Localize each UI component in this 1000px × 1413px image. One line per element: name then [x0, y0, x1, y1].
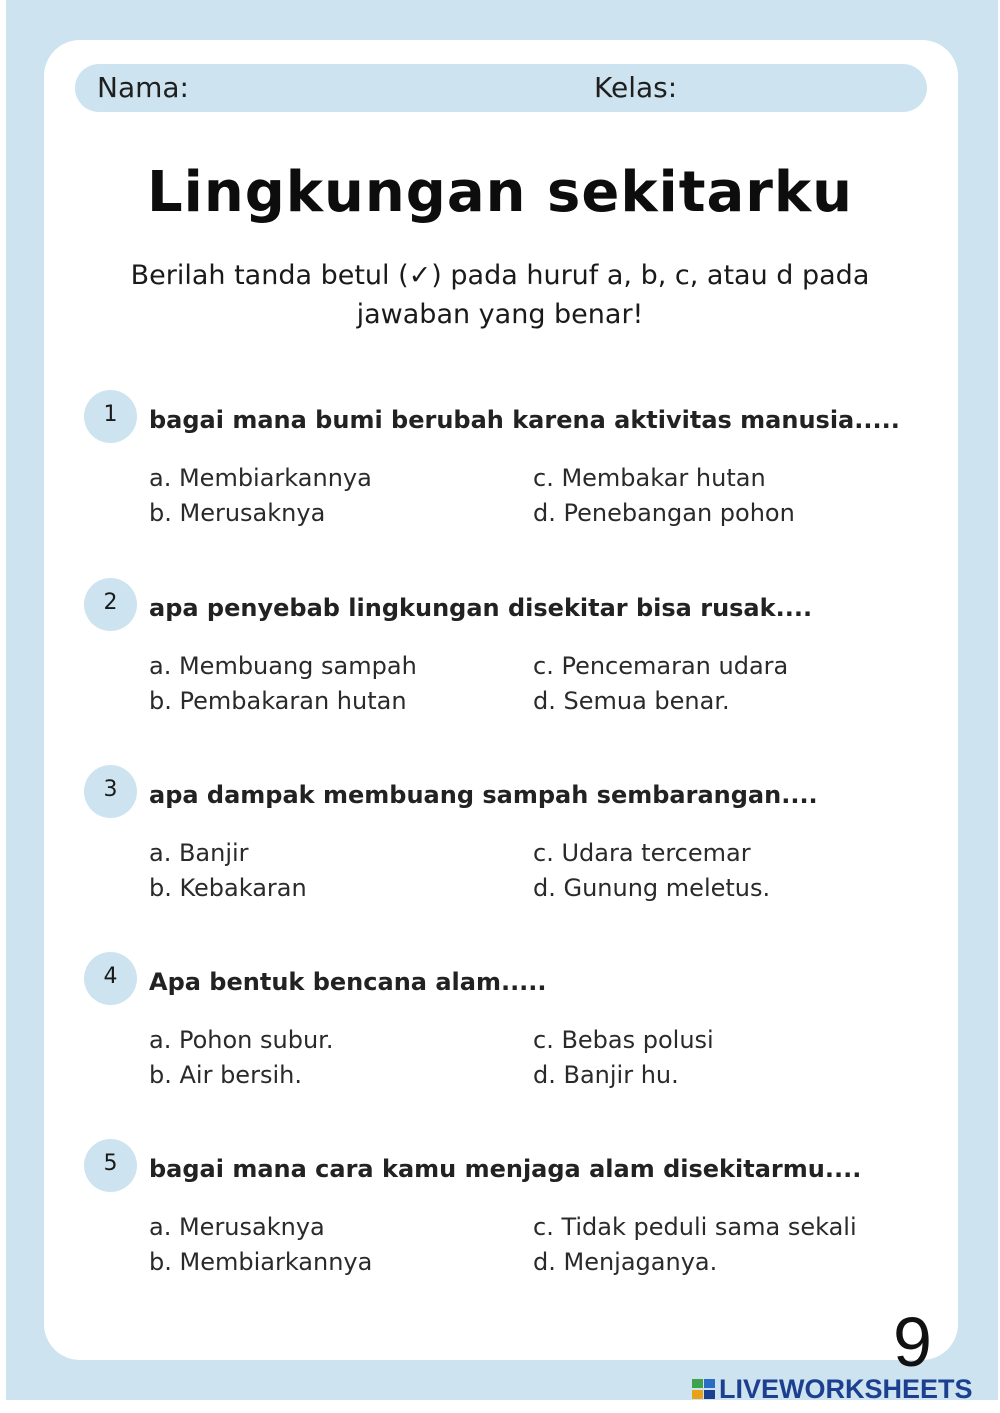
- liveworksheets-brand[interactable]: [692, 1374, 973, 1404]
- instruction-line-1: Berilah tanda betul (✓) pada huruf a, b, c, atau d pada: [130, 260, 870, 291]
- option-d[interactable]: d. Menjaganya.: [533, 1248, 718, 1276]
- option-a[interactable]: a. Merusaknya: [149, 1213, 325, 1241]
- liveworksheets-logo-icon: [692, 1377, 716, 1401]
- option-c[interactable]: c. Tidak peduli sama sekali: [533, 1213, 857, 1241]
- question-number-badge: 4: [84, 952, 137, 1005]
- option-c[interactable]: c. Bebas polusi: [533, 1026, 714, 1054]
- question-2: [84, 578, 944, 728]
- question-3: [84, 765, 944, 915]
- student-info-bar: [75, 64, 927, 112]
- option-d[interactable]: d. Gunung meletus.: [533, 874, 771, 902]
- question-text: bagai mana bumi berubah karena aktivitas manusia.....: [149, 406, 900, 434]
- option-d[interactable]: d. Penebangan pohon: [533, 499, 795, 527]
- page-number: 9: [893, 1303, 932, 1381]
- worksheet-title: Lingkungan sekitarku: [146, 160, 854, 225]
- option-a[interactable]: a. Pohon subur.: [149, 1026, 334, 1054]
- question-1: [84, 390, 944, 540]
- option-c[interactable]: c. Pencemaran udara: [533, 652, 789, 680]
- question-text: bagai mana cara kamu menjaga alam disekitarmu....: [149, 1155, 862, 1183]
- question-number-badge: 3: [84, 765, 137, 818]
- option-b[interactable]: b. Kebakaran: [149, 874, 307, 902]
- option-d[interactable]: d. Banjir hu.: [533, 1061, 679, 1089]
- question-number-badge: 2: [84, 578, 137, 631]
- question-text: Apa bentuk bencana alam.....: [149, 968, 547, 996]
- option-c[interactable]: c. Udara tercemar: [533, 839, 751, 867]
- question-4: [84, 952, 944, 1102]
- option-c[interactable]: c. Membakar hutan: [533, 464, 766, 492]
- liveworksheets-wordmark: LIVEWORKSHEETS: [719, 1373, 973, 1404]
- question-5: [84, 1139, 944, 1289]
- option-b[interactable]: b. Pembakaran hutan: [149, 687, 407, 715]
- question-text: apa dampak membuang sampah sembarangan....: [149, 781, 818, 809]
- option-d[interactable]: d. Semua benar.: [533, 687, 730, 715]
- nama-label: Nama:: [97, 71, 189, 104]
- option-a[interactable]: a. Membuang sampah: [149, 652, 417, 680]
- option-a[interactable]: a. Membiarkannya: [149, 464, 372, 492]
- option-b[interactable]: b. Membiarkannya: [149, 1248, 373, 1276]
- question-number-badge: 5: [84, 1139, 137, 1192]
- question-text: apa penyebab lingkungan disekitar bisa rusak....: [149, 594, 813, 622]
- instruction-line-2: jawaban yang benar!: [356, 299, 644, 330]
- option-b[interactable]: b. Merusaknya: [149, 499, 326, 527]
- option-b[interactable]: b. Air bersih.: [149, 1061, 302, 1089]
- kelas-label: Kelas:: [594, 71, 678, 104]
- instruction-text: [100, 256, 900, 334]
- question-number-badge: 1: [84, 390, 137, 443]
- option-a[interactable]: a. Banjir: [149, 839, 249, 867]
